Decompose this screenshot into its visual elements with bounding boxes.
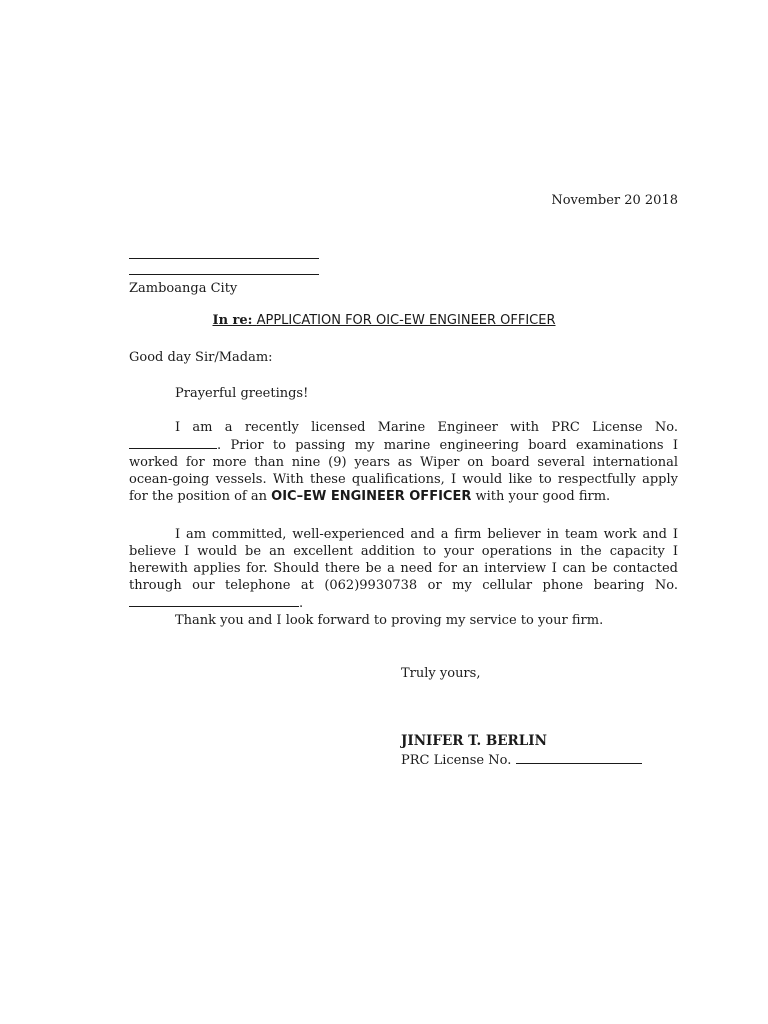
paragraph-2: I am committed, well-experienced and a firm believer in team work and I believe I would be an excellent addition to your operations in the capacity I herewith applies for. Should there be a need for an interview I can be contacted through our telephone at (062)9930738 or my cellular phone bearing No. . [129, 527, 678, 611]
closing: Truly yours, [401, 666, 481, 681]
paragraph-1: I am a recently licensed Marine Engineer with PRC License No. . Prior to passing my marine engineering board examinations I worked for more than nine (9) years as Wiper on board several international ocean-going vessels. With these qualifications, I would like to respectfully apply for the position of an OIC–EW ENGINEER OFFICER with your good firm. [129, 420, 679, 504]
paragraph-1-intro: I am a recently licensed Marine Engineer with PRC License No. [175, 420, 678, 435]
recipient-city: Zamboanga City [129, 281, 238, 296]
subject-label: In re: [212, 313, 253, 328]
recipient-name-line [129, 258, 319, 259]
paragraph-1-end: with your good firm. [475, 489, 611, 504]
paragraph-3: Thank you and I look forward to proving my service to your firm. [175, 613, 604, 628]
license-number-blank [129, 436, 217, 449]
greeting: Prayerful greetings! [175, 386, 309, 401]
subject-line [0, 312, 768, 329]
paragraph-2-body: I am committed, well-experienced and a firm believer in team work and I believe I would be an excellent addition to your operations in the capacity I herewith applies for. Should there be a need for an interview I can be contacted through our telephone at (062)9930738 or my cellular phone bearing No. [129, 527, 678, 593]
subject-title: APPLICATION FOR OIC-EW ENGINEER OFFICER [256, 313, 556, 328]
recipient-title-line [129, 274, 319, 275]
signatory-license-blank [516, 751, 642, 764]
position-title: OIC–EW ENGINEER OFFICER [271, 489, 472, 504]
salutation: Good day Sir/Madam: [129, 350, 273, 365]
paragraph-1-body: Prior to passing my marine engineering board examinations I worked for more than nine (9) years as Wiper on board several international ocean-going vessels. With these qualifications, I would like to respectfully apply for the position of an [129, 438, 679, 504]
signatory-name: JINIFER T. BERLIN [401, 733, 547, 749]
signatory-license [401, 751, 642, 769]
letter-date: November 20 2018 [551, 193, 678, 208]
cellular-number-blank [129, 594, 299, 607]
license-label: PRC License No. [401, 753, 512, 768]
